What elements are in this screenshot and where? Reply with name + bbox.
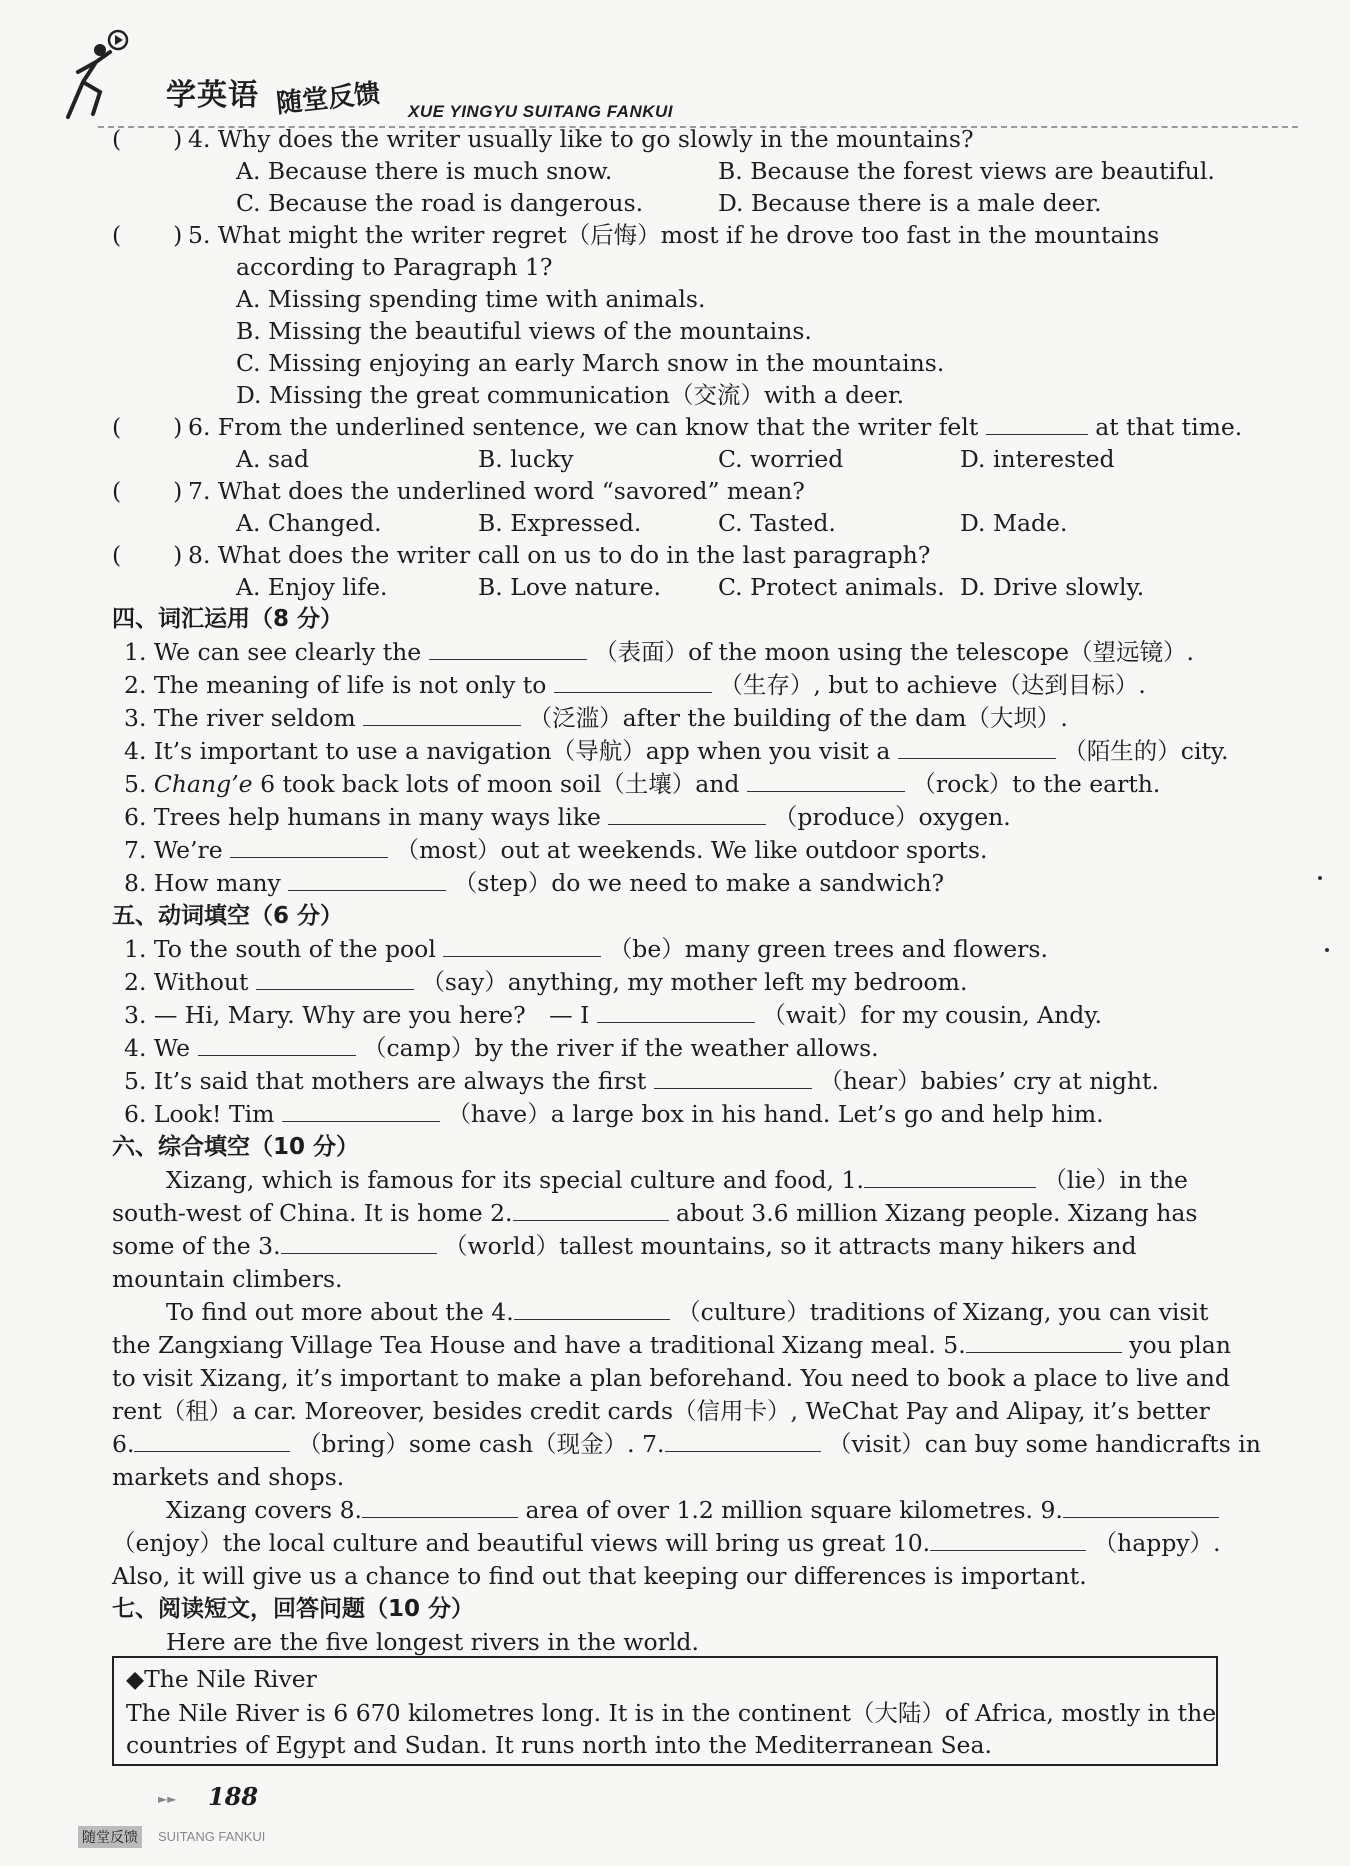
- passage-line: To find out more about the 4. （culture）traditions of Xizang, you can visit: [166, 1298, 1209, 1326]
- option-6b: B. lucky: [478, 445, 574, 473]
- answer-blank[interactable]: [282, 1099, 440, 1122]
- section-5-title: 五、动词填空（6 分）: [112, 903, 344, 929]
- box-title: ◆The Nile River: [126, 1665, 317, 1693]
- option-5b: B. Missing the beautiful views of the mountains.: [236, 317, 812, 345]
- answer-blank[interactable]: [898, 736, 1056, 759]
- sec4-item-8: 8. How many （step）do we need to make a sandwich?: [124, 869, 945, 897]
- option-7c: C. Tasted.: [718, 509, 836, 537]
- header: [48, 22, 1328, 122]
- option-4b: B. Because the forest views are beautiful.: [718, 157, 1215, 185]
- answer-blank[interactable]: [597, 1000, 755, 1023]
- question-5: ( ) 5. What might the writer regret（后悔）most if he drove too fast in the mountains: [112, 221, 1160, 249]
- passage-line: （enjoy）the local culture and beautiful views will bring us great 10. （happy）.: [112, 1529, 1221, 1557]
- option-8b: B. Love nature.: [478, 573, 661, 601]
- sec4-item-2: 2. The meaning of life is not only to （生存）, but to achieve（达到目标）.: [124, 671, 1146, 699]
- option-7a: A. Changed.: [236, 509, 382, 537]
- answer-blank[interactable]: [930, 1528, 1086, 1551]
- option-6c: C. worried: [718, 445, 844, 473]
- option-5d: D. Missing the great communication（交流）with a deer.: [236, 381, 905, 409]
- sec5-item-4: 4. We （camp）by the river if the weather allows.: [124, 1034, 879, 1062]
- answer-blank[interactable]: [256, 967, 414, 990]
- answer-blank[interactable]: [608, 802, 766, 825]
- passage-line: Xizang, which is famous for its special culture and food, 1. （lie）in the: [166, 1166, 1188, 1194]
- answer-blank[interactable]: [363, 703, 521, 726]
- box-text-line: The Nile River is 6 670 kilometres long. It is in the continent（大陆）of Africa, mostly in the: [126, 1699, 1217, 1727]
- option-6d: D. interested: [960, 445, 1115, 473]
- scan-dot: [1318, 876, 1322, 880]
- answer-blank[interactable]: [654, 1066, 812, 1089]
- sec5-item-2: 2. Without （say）anything, my mother left my bedroom.: [124, 968, 968, 996]
- answer-blank[interactable]: [429, 637, 587, 660]
- option-4c: C. Because the road is dangerous.: [236, 189, 644, 217]
- footer-label-cn: 随堂反馈: [78, 1826, 142, 1848]
- passage-line: Also, it will give us a chance to find out that keeping our differences is important.: [112, 1562, 1087, 1590]
- answer-blank[interactable]: [966, 1330, 1122, 1353]
- answer-blank[interactable]: [986, 412, 1088, 435]
- scan-dot: [1325, 948, 1329, 952]
- answer-blank[interactable]: [864, 1165, 1036, 1188]
- sec5-item-5: 5. It’s said that mothers are always the first （hear）babies’ cry at night.: [124, 1067, 1159, 1095]
- box-text-line: countries of Egypt and Sudan. It runs north into the Mediterranean Sea.: [126, 1731, 992, 1759]
- sec5-item-1: 1. To the south of the pool （be）many green trees and flowers.: [124, 935, 1048, 963]
- footer-arrow-icon: ►►: [158, 1792, 177, 1806]
- header-subtitle-cn: 随堂反馈: [274, 78, 382, 120]
- sec4-item-3: 3. The river seldom （泛滥）after the building of the dam（大坝）.: [124, 704, 1068, 732]
- passage-line: the Zangxiang Village Tea House and have a traditional Xizang meal. 5. you plan: [112, 1331, 1231, 1359]
- sec5-item-6: 6. Look! Tim （have）a large box in his hand. Let’s go and help him.: [124, 1100, 1104, 1128]
- answer-blank[interactable]: [362, 1495, 518, 1518]
- option-8d: D. Drive slowly.: [960, 573, 1145, 601]
- option-4d: D. Because there is a male deer.: [718, 189, 1102, 217]
- option-5c: C. Missing enjoying an early March snow in the mountains.: [236, 349, 945, 377]
- passage-line: mountain climbers.: [112, 1265, 343, 1293]
- passage-line: markets and shops.: [112, 1463, 345, 1491]
- reading-box: [112, 1656, 1218, 1766]
- passage-line: south-west of China. It is home 2. about 3.6 million Xizang people. Xizang has: [112, 1199, 1198, 1227]
- answer-blank[interactable]: [443, 934, 601, 957]
- answer-blank[interactable]: [514, 1297, 670, 1320]
- answer-blank[interactable]: [281, 1231, 437, 1254]
- passage-line: to visit Xizang, it’s important to make a plan beforehand. You need to book a place to live and: [112, 1364, 1230, 1392]
- header-title-en: XUE YINGYU SUITANG FANKUI: [408, 102, 674, 121]
- option-7d: D. Made.: [960, 509, 1068, 537]
- sec4-item-5: 5. Chang’e 6 took back lots of moon soil（土壤）and （rock）to the earth.: [124, 770, 1161, 798]
- option-6a: A. sad: [236, 445, 310, 473]
- passage-line: rent（租）a car. Moreover, besides credit cards（信用卡）, WeChat Pay and Alipay, it’s better: [112, 1397, 1210, 1425]
- passage-line: some of the 3. （world）tallest mountains, so it attracts many hikers and: [112, 1232, 1137, 1260]
- sec4-item-7: 7. We’re （most）out at weekends. We like outdoor sports.: [124, 836, 988, 864]
- answer-blank[interactable]: [288, 868, 446, 891]
- option-4a: A. Because there is much snow.: [236, 157, 613, 185]
- section-7-intro: Here are the five longest rivers in the world.: [166, 1628, 699, 1656]
- passage-line: Xizang covers 8. area of over 1.2 million square kilometres. 9.: [166, 1495, 1219, 1525]
- sec4-item-1: 1. We can see clearly the （表面）of the moon using the telescope（望远镜）.: [124, 638, 1195, 666]
- question-6: ( ) 6. From the underlined sentence, we can know that the writer felt at that time.: [112, 413, 1243, 441]
- answer-blank[interactable]: [554, 670, 712, 693]
- sec5-item-3: 3. — Hi, Mary. Why are you here? — I （wait）for my cousin, Andy.: [124, 1001, 1102, 1029]
- question-4: ( ) 4. Why does the writer usually like to go slowly in the mountains?: [112, 125, 974, 153]
- footer-label-en: SUITANG FANKUI: [158, 1829, 266, 1844]
- sec4-item-6: 6. Trees help humans in many ways like （produce）oxygen.: [124, 803, 1011, 831]
- question-7: ( ) 7. What does the underlined word “savored” mean?: [112, 477, 805, 505]
- answer-blank[interactable]: [665, 1429, 821, 1452]
- question-5-cont: according to Paragraph 1?: [236, 253, 553, 281]
- answer-blank[interactable]: [1063, 1495, 1219, 1518]
- answer-blank[interactable]: [198, 1033, 356, 1056]
- answer-blank[interactable]: [513, 1198, 669, 1221]
- sec4-item-4: 4. It’s important to use a navigation（导航）app when you visit a （陌生的）city.: [124, 737, 1229, 765]
- page-number: 188: [208, 1782, 259, 1811]
- question-8: ( ) 8. What does the writer call on us to do in the last paragraph?: [112, 541, 931, 569]
- option-7b: B. Expressed.: [478, 509, 642, 537]
- option-5a: A. Missing spending time with animals.: [236, 285, 706, 313]
- section-7-title: 七、阅读短文，回答问题（10 分）: [112, 1596, 475, 1622]
- option-8c: C. Protect animals.: [718, 573, 945, 601]
- answer-blank[interactable]: [134, 1429, 290, 1452]
- section-4-title: 四、词汇运用（8 分）: [112, 606, 344, 632]
- passage-line: 6. （bring）some cash（现金）. 7. （visit）can buy some handicrafts in: [112, 1430, 1261, 1458]
- option-8a: A. Enjoy life.: [236, 573, 388, 601]
- section-6-title: 六、综合填空（10 分）: [112, 1134, 360, 1160]
- answer-blank[interactable]: [230, 835, 388, 858]
- answer-blank[interactable]: [747, 769, 905, 792]
- header-title-cn: 学英语: [166, 78, 259, 113]
